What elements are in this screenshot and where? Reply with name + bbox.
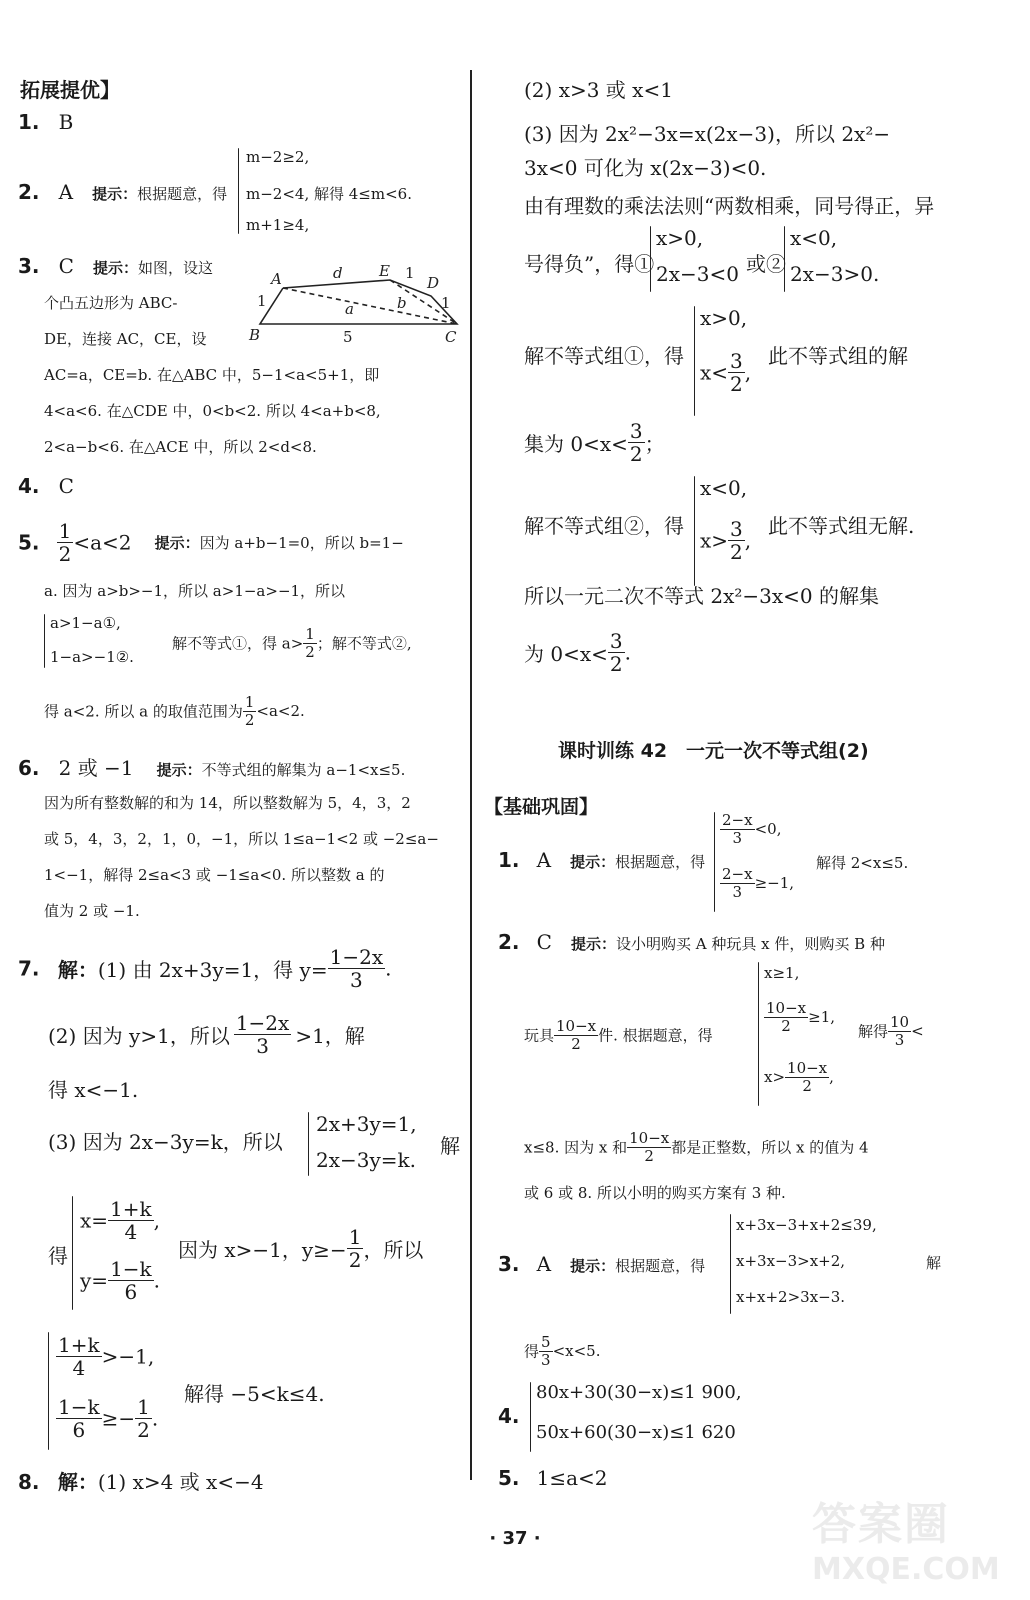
denominator: 2 bbox=[644, 1146, 654, 1165]
r2-sys2-text: ≥1, bbox=[808, 1008, 836, 1026]
r2-line2-fraction bbox=[554, 1018, 598, 1052]
r1-brace bbox=[714, 812, 715, 912]
q7-ineq2 bbox=[56, 1396, 158, 1441]
r-line6b: 此不等式组的解 bbox=[768, 344, 908, 368]
denominator: 4 bbox=[124, 1220, 138, 1244]
r-line: (3) 因为 2x²−3x=x(2x−3)，所以 2x²− bbox=[524, 122, 891, 146]
label-side-bc: 5 bbox=[343, 328, 353, 346]
r2-brace bbox=[758, 962, 759, 1106]
q7-p3-text: (3) 因为 2x−3y=k，所以 bbox=[48, 1130, 283, 1154]
r2-line2-text2: 件. 根据题意，得 bbox=[598, 1026, 713, 1045]
q5-fraction bbox=[57, 520, 74, 565]
r-sys6-line: x>0, bbox=[700, 306, 748, 330]
numerator: 1 bbox=[348, 1225, 362, 1249]
r-line7-text: 集为 0<x< bbox=[524, 432, 628, 456]
r4-sys-line: 80x+30(30−x)≤1 900, bbox=[536, 1382, 742, 1403]
numerator: 10−x bbox=[629, 1129, 670, 1147]
r-sysA-line: x>0, bbox=[656, 226, 704, 250]
q8-number: 8. bbox=[18, 1470, 40, 1494]
r1-sys2-text: ≥−1, bbox=[754, 874, 795, 892]
r2-result-end: < bbox=[911, 1022, 924, 1040]
label-e-vertex: E bbox=[379, 262, 390, 280]
r1-hint-text: 根据题意，得 bbox=[615, 853, 706, 871]
numerator: 1−k bbox=[110, 1257, 152, 1281]
r4-sys-line: 50x+60(30−x)≤1 620 bbox=[536, 1422, 736, 1443]
numerator: 1+k bbox=[58, 1333, 100, 1357]
q4 bbox=[18, 474, 74, 498]
label-side-ed: 1 bbox=[405, 264, 415, 282]
q7-part1 bbox=[18, 946, 391, 991]
r3-result-text: 得 bbox=[524, 1342, 540, 1361]
q5-line: a. 因为 a>b>−1，所以 a>1−a>−1，所以 bbox=[44, 582, 346, 600]
q2-sys-line: m+1≥4, bbox=[246, 216, 310, 234]
q5-last-fraction bbox=[243, 694, 257, 728]
q6 bbox=[18, 752, 405, 781]
numerator: 1 bbox=[305, 625, 315, 643]
q3-line: 4<a<6. 在△CDE 中，0<b<2. 所以 4<a+b<8, bbox=[44, 402, 381, 420]
q7-p2-line2: 得 x<−1. bbox=[48, 1078, 139, 1102]
denominator: 2 bbox=[244, 710, 255, 729]
numerator: 10−x bbox=[766, 999, 807, 1017]
q7-ineq2-fraction2 bbox=[135, 1396, 152, 1441]
r-sys6-end: , bbox=[744, 360, 752, 385]
denominator: 2 bbox=[305, 642, 315, 661]
numerator: 3 bbox=[730, 517, 743, 541]
r3-sys-line: x+3x−3+x+2≤39, bbox=[736, 1216, 877, 1234]
q5-hint-label: 提示： bbox=[154, 534, 200, 552]
q8-jie: 解： bbox=[57, 1470, 98, 1494]
r1-sys1-text: <0, bbox=[754, 820, 782, 838]
q2-hint-text: 根据题意，得 bbox=[137, 185, 228, 203]
r4-brace bbox=[530, 1382, 531, 1452]
q7-part2 bbox=[48, 1012, 365, 1057]
q2-sys-line: m−2<4, 解得 4≤m<6. bbox=[246, 185, 412, 203]
r3-hint-label: 提示： bbox=[570, 1257, 616, 1275]
r-sys8-line: x<0, bbox=[700, 476, 748, 500]
denominator: 2 bbox=[58, 542, 72, 566]
q7-p3-brace bbox=[308, 1112, 309, 1176]
label-side-ab: 1 bbox=[257, 292, 267, 310]
q4-number: 4. bbox=[18, 474, 40, 498]
q8 bbox=[18, 1466, 264, 1495]
q7-p3-sys-line: 2x+3y=1, bbox=[316, 1112, 417, 1136]
q3-hint-label: 提示： bbox=[93, 259, 139, 277]
denominator: 2 bbox=[730, 540, 743, 564]
label-d-vertex: D bbox=[427, 274, 440, 292]
r5-number: 5. bbox=[498, 1466, 520, 1490]
r1-hint-label: 提示： bbox=[570, 853, 616, 871]
r-sys6-line2 bbox=[700, 350, 751, 395]
q3-line: 如图，设这 bbox=[138, 259, 214, 277]
r-line7-end: ； bbox=[644, 432, 665, 456]
numerator: 2−x bbox=[722, 865, 753, 883]
q7-ineq1-text: >−1, bbox=[101, 1344, 155, 1369]
numerator: 1−2x bbox=[329, 945, 384, 969]
q7-sol-x-fraction bbox=[108, 1198, 154, 1243]
r1-sys1 bbox=[720, 812, 781, 846]
denominator: 6 bbox=[124, 1280, 138, 1304]
r2-number: 2. bbox=[498, 930, 520, 954]
q2-answer: A bbox=[58, 180, 74, 204]
q5-mid bbox=[172, 626, 412, 660]
r-line10 bbox=[524, 630, 631, 675]
numerator: 1+k bbox=[110, 1197, 152, 1221]
q7-sol-brace bbox=[72, 1196, 73, 1310]
q7-p1-end: . bbox=[385, 956, 392, 981]
q5-number: 5. bbox=[18, 530, 40, 555]
denominator: 3 bbox=[256, 1034, 269, 1058]
q5-last-text: 得 a<2. 所以 a 的取值范围为 bbox=[44, 702, 243, 721]
q6-number: 6. bbox=[18, 756, 40, 780]
r-sys8-text: x> bbox=[700, 528, 729, 553]
q7-ineq1 bbox=[56, 1334, 154, 1379]
q5-sys-line: a>1−a①, bbox=[50, 614, 121, 632]
pentagon-figure bbox=[245, 258, 465, 348]
q5-mid-fraction bbox=[303, 626, 317, 660]
q5-mid-text2: ；解不等式②, bbox=[316, 634, 412, 653]
denominator: 2 bbox=[571, 1034, 581, 1053]
q3-number: 3. bbox=[18, 254, 40, 278]
r2-line2 bbox=[524, 1018, 713, 1052]
column-divider bbox=[470, 70, 472, 1480]
q7-sol-y: y= $\frac{1-k}{6}$ . bbox=[80, 1257, 161, 1304]
numerator: 1−k bbox=[58, 1395, 100, 1419]
q6-line: 1<−1，解得 2≤a<3 或 −1≤a<0. 所以整数 a 的 bbox=[44, 866, 385, 884]
r-sys6-brace bbox=[694, 306, 695, 416]
numerator: 1 bbox=[58, 519, 72, 543]
denominator: 2 bbox=[730, 372, 743, 396]
r-sysB-line: 2x−3>0. bbox=[790, 262, 880, 286]
q6-hint-label: 提示： bbox=[156, 761, 202, 779]
r-sys6-fraction bbox=[728, 350, 745, 395]
denominator: 2 bbox=[348, 1248, 362, 1272]
q5-mid-text: 解不等式①，得 a> bbox=[172, 634, 304, 653]
q8-p1: (1) x>4 或 x<−4 bbox=[97, 1470, 264, 1494]
r1-answer: A bbox=[536, 848, 552, 872]
q7-sol-y-label: y= bbox=[80, 1268, 109, 1293]
q7-result: 解得 −5<k≤4. bbox=[184, 1382, 325, 1406]
r-line: (2) x>3 或 x<1 bbox=[524, 78, 673, 102]
label-d-side: d bbox=[333, 264, 343, 282]
r1-sys1-fraction bbox=[720, 812, 755, 846]
r-line: 3x<0 可化为 x(2x−3)<0. bbox=[524, 156, 767, 180]
r-line7 bbox=[524, 420, 665, 465]
r2-line3-text2: 都是正整数，所以 x 的值为 4 bbox=[671, 1138, 869, 1157]
r-sysA-line: 2x−3<0 bbox=[656, 262, 739, 286]
q5-last-text2: <a<2. bbox=[256, 702, 305, 720]
r1-number: 1. bbox=[498, 848, 520, 872]
q7-mid-fraction bbox=[347, 1226, 364, 1271]
q7-de: 得 bbox=[48, 1244, 68, 1268]
r2-sys-line: x≥1, bbox=[764, 964, 800, 982]
r-line6a: 解不等式组①，得 bbox=[524, 344, 684, 368]
r1-result: 解得 2<x≤5. bbox=[816, 854, 909, 872]
r2-line3-fraction bbox=[627, 1130, 671, 1164]
numerator: 10 bbox=[890, 1013, 910, 1031]
r-line9: 所以一元二次不等式 2x²−3x<0 的解集 bbox=[524, 584, 879, 608]
denominator: 2 bbox=[781, 1016, 791, 1035]
q5-line: 因为 a+b−1=0，所以 b=1− bbox=[199, 534, 404, 552]
r3 bbox=[498, 1252, 705, 1276]
label-b-diag: b bbox=[397, 294, 407, 312]
q5-last bbox=[44, 694, 305, 728]
q7-mid bbox=[178, 1226, 423, 1271]
r2-line3 bbox=[524, 1130, 869, 1164]
r-line10-text: 为 0<x< bbox=[524, 642, 608, 666]
q7-sol-y-fraction bbox=[108, 1258, 154, 1303]
r2-line3-text: x≤8. 因为 x 和 bbox=[524, 1138, 628, 1157]
r-sysB-line: x<0, bbox=[790, 226, 838, 250]
q7-jie: 解： bbox=[57, 958, 98, 982]
r2-sys2-fraction bbox=[764, 1000, 808, 1034]
numerator: 10−x bbox=[787, 1059, 828, 1077]
page-number: · 37 · bbox=[489, 1528, 541, 1549]
r2-result-fraction bbox=[888, 1014, 911, 1048]
q4-answer: C bbox=[58, 474, 74, 498]
r1-sys2-fraction bbox=[720, 866, 755, 900]
numerator: 1 bbox=[244, 693, 255, 711]
denominator: 2 bbox=[609, 652, 623, 676]
numerator: 3 bbox=[730, 349, 743, 373]
denominator: 3 bbox=[349, 968, 363, 992]
r2-line1: 设小明购买 A 种玩具 x 件，则购买 B 种 bbox=[616, 935, 885, 953]
r2-line4: 或 6 或 8. 所以小明的购买方案有 3 种. bbox=[524, 1184, 786, 1202]
r-sysB-brace bbox=[784, 226, 785, 292]
r1-sys2 bbox=[720, 866, 794, 900]
r1 bbox=[498, 848, 705, 872]
lesson-title: 课时训练 42 一元一次不等式组(2) bbox=[558, 740, 869, 762]
q3-line: DE，连接 AC，CE，设 bbox=[44, 330, 207, 348]
r2-sys3 bbox=[764, 1060, 834, 1094]
r-line: 由有理数的乘法法则“两数相乘，同号得正，异 bbox=[524, 194, 935, 218]
q2-brace bbox=[238, 148, 239, 234]
denominator: 3 bbox=[732, 828, 743, 847]
q1-answer: B bbox=[58, 110, 74, 134]
q7-ineq2-text: ≥− bbox=[101, 1406, 136, 1431]
q6-line: 因为所有整数解的和为 14，所以整数解为 5，4，3，2 bbox=[44, 794, 411, 812]
r5-answer: 1≤a<2 bbox=[536, 1466, 608, 1490]
r2-sys3-fraction bbox=[785, 1060, 829, 1094]
r3-jie: 解 bbox=[926, 1254, 942, 1272]
r-sys8-fraction bbox=[728, 518, 745, 563]
watermark-url: MXQE.COM bbox=[812, 1552, 1000, 1587]
r-line5b: 或② bbox=[746, 252, 786, 276]
r2-hint-label: 提示： bbox=[571, 935, 617, 953]
r3-sys-line: x+x+2>3x−3. bbox=[736, 1288, 846, 1306]
r-sys6-text: x< bbox=[700, 360, 729, 385]
q7-p1-fraction bbox=[328, 946, 386, 991]
q2 bbox=[18, 180, 227, 204]
r3-number: 3. bbox=[498, 1252, 520, 1276]
q1-number: 1. bbox=[18, 110, 40, 134]
section-header-2: 【基础巩固】 bbox=[484, 796, 599, 818]
r-line8a: 解不等式组②，得 bbox=[524, 514, 684, 538]
r3-answer: A bbox=[536, 1252, 552, 1276]
q3-line: 2<a−b<6. 在△ACE 中，所以 2<d<8. bbox=[44, 438, 317, 456]
q7-p2-text: (2) 因为 y>1，所以 bbox=[48, 1024, 230, 1048]
numerator: 1 bbox=[137, 1395, 150, 1419]
q7-mid-text: 因为 x>−1，y≥− bbox=[178, 1238, 347, 1262]
label-a-diag: a bbox=[345, 300, 354, 318]
r3-result bbox=[524, 1334, 600, 1368]
q3-line: AC=a，CE=b. 在△ABC 中，5−1<a<5+1，即 bbox=[44, 366, 380, 384]
q5 bbox=[18, 520, 404, 565]
denominator: 3 bbox=[541, 1350, 551, 1369]
r3-result-fraction bbox=[539, 1334, 553, 1368]
r4 bbox=[498, 1404, 520, 1428]
q5-sys-line: 1−a>−1②. bbox=[50, 648, 134, 666]
r-line7-fraction bbox=[628, 420, 645, 465]
q2-sys-line: m−2≥2, bbox=[246, 148, 310, 166]
q6-line: 或 5，4，3，2，1，0，−1，所以 1≤a−1<2 或 −2≤a− bbox=[44, 830, 439, 848]
r2-answer: C bbox=[536, 930, 552, 954]
r3-brace bbox=[730, 1214, 731, 1314]
r5 bbox=[498, 1466, 608, 1490]
r4-number: 4. bbox=[498, 1404, 520, 1428]
q3-answer: C bbox=[58, 254, 74, 278]
label-c-vertex: C bbox=[445, 328, 457, 346]
denominator: 4 bbox=[72, 1356, 86, 1380]
denominator: 2 bbox=[802, 1076, 812, 1095]
r-sysA-brace bbox=[650, 226, 651, 292]
watermark-main: 答案圈 bbox=[812, 1499, 950, 1550]
q5-answer: <a<2 bbox=[73, 530, 132, 555]
q3 bbox=[18, 254, 213, 278]
q2-hint-label: 提示： bbox=[92, 185, 138, 203]
q6-line: 不等式组的解集为 a−1<x≤5. bbox=[201, 761, 406, 779]
r-sys8-end: , bbox=[744, 528, 752, 553]
q6-answer: 2 或 −1 bbox=[58, 756, 134, 780]
q2-number: 2. bbox=[18, 180, 40, 204]
denominator: 3 bbox=[732, 882, 743, 901]
q7-p3-sys-line: 2x−3y=k. bbox=[316, 1148, 417, 1172]
q7-number: 7. bbox=[18, 956, 40, 981]
denominator: 2 bbox=[629, 442, 643, 466]
q6-line: 值为 2 或 −1. bbox=[44, 902, 140, 920]
r3-result-end: <x<5. bbox=[552, 1342, 601, 1360]
q7-ineq2-fraction bbox=[56, 1396, 102, 1441]
q7-ineq2-end: . bbox=[151, 1406, 159, 1431]
numerator: 3 bbox=[609, 629, 623, 653]
r2-result bbox=[858, 1014, 924, 1048]
r-line10-fraction bbox=[608, 630, 625, 675]
q7-p1-text: (1) 由 2x+3y=1，得 y= bbox=[97, 958, 328, 982]
numerator: 3 bbox=[629, 419, 643, 443]
q7-sol-x-label: x= bbox=[80, 1208, 109, 1233]
label-b-vertex: B bbox=[249, 326, 261, 344]
q5-brace bbox=[44, 614, 45, 668]
q7-p3-jie: 解 bbox=[440, 1134, 460, 1158]
q7-ineq-brace bbox=[48, 1332, 49, 1450]
label-side-dc: 1 bbox=[441, 294, 451, 312]
numerator: 10−x bbox=[556, 1017, 597, 1035]
q7-sol-x: x= $\frac{1+k}{4}$ , bbox=[80, 1197, 161, 1244]
q7-ineq1-fraction bbox=[56, 1334, 102, 1379]
r-line10-end: . bbox=[624, 640, 631, 665]
q3-line: 个凸五边形为 ABC- bbox=[44, 294, 178, 312]
r3-hint-text: 根据题意，得 bbox=[615, 1257, 706, 1275]
r-sys8-brace bbox=[694, 476, 695, 586]
label-a-vertex: A bbox=[271, 270, 282, 288]
denominator: 3 bbox=[894, 1030, 905, 1049]
r3-sys-line: x+3x−3>x+2, bbox=[736, 1252, 846, 1270]
q7-mid-text2: ，所以 bbox=[363, 1238, 424, 1262]
q7-p2-end: >1，解 bbox=[295, 1024, 365, 1048]
r2-line2-text: 玩具 bbox=[524, 1026, 555, 1045]
r-sys8-line2 bbox=[700, 518, 751, 563]
denominator: 2 bbox=[137, 1418, 150, 1442]
numerator: 2−x bbox=[722, 811, 753, 829]
r2-sys2 bbox=[764, 1000, 835, 1034]
q7-p2-fraction bbox=[234, 1012, 292, 1057]
r2 bbox=[498, 930, 885, 954]
q1 bbox=[18, 110, 73, 134]
section-header: 拓展提优】 bbox=[20, 78, 120, 102]
r-line8b: 此不等式组无解. bbox=[768, 514, 915, 538]
r2-sys3-label: x> bbox=[764, 1068, 786, 1086]
r2-sys3-end: , bbox=[829, 1068, 834, 1086]
numerator: 5 bbox=[541, 1333, 551, 1351]
r-line5a: 号得负”，得① bbox=[524, 252, 655, 276]
numerator: 1−2x bbox=[235, 1011, 290, 1035]
r2-result-text: 解得 bbox=[858, 1022, 889, 1041]
denominator: 6 bbox=[72, 1418, 86, 1442]
watermark-logo bbox=[812, 1488, 1022, 1598]
